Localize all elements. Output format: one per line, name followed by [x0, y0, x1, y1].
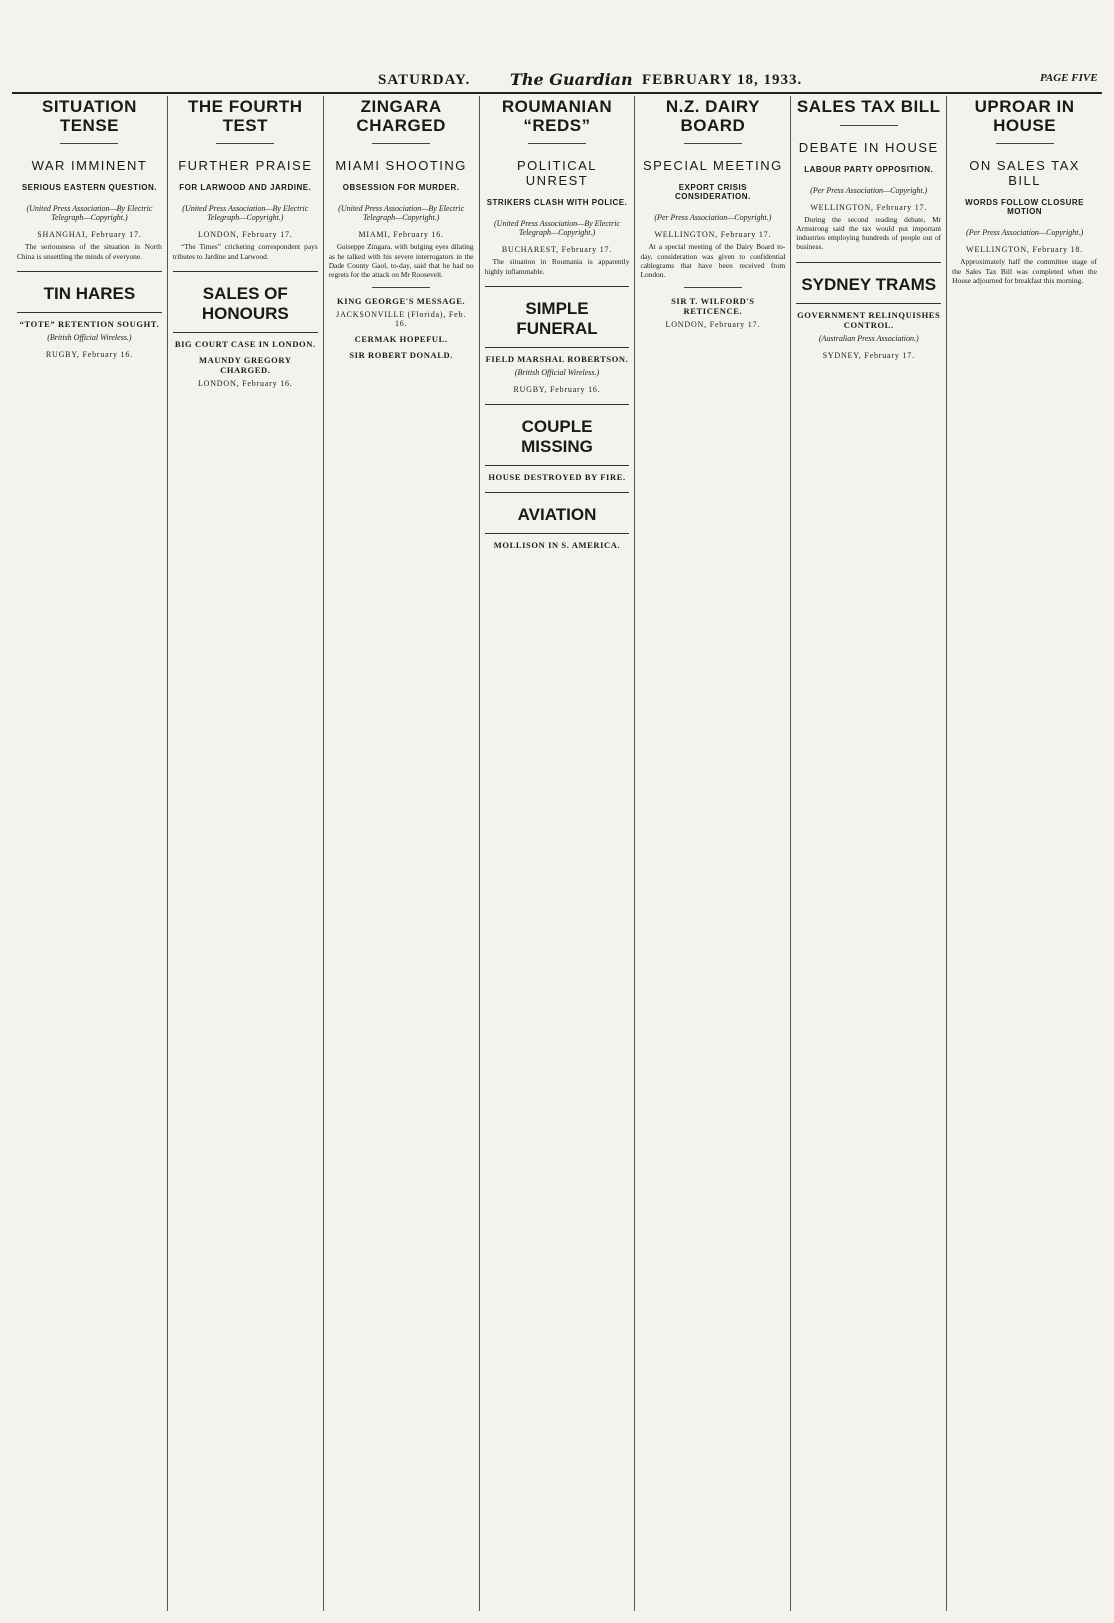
secondary-headline: TIN HARES: [43, 283, 136, 303]
article-body: [796, 215, 941, 252]
column-zingara-charged: [324, 96, 480, 1611]
quaternary-subhead: MOLLISON IN S. AMERICA.: [493, 539, 621, 550]
subhead: SPECIAL MEETING: [642, 158, 783, 174]
article-body: [640, 242, 785, 279]
secondary-dateline: RUGBY, February 16.: [513, 384, 601, 394]
column-sales-tax-bill: [791, 96, 947, 1611]
article-body: [329, 242, 474, 279]
masthead-page-number: PAGE FIVE: [1040, 72, 1098, 84]
sub-subhead: FOR LARWOOD AND JARDINE.: [179, 183, 312, 193]
subhead: ON SALES TAX BILL: [969, 158, 1080, 189]
section-rule: [796, 262, 941, 304]
sub-subhead: STRIKERS CLASH WITH POLICE.: [486, 198, 628, 208]
tertiary-subhead: HOUSE DESTROYED BY FIRE.: [488, 471, 626, 482]
divider: [216, 143, 274, 144]
tertiary-headline: COUPLE MISSING: [521, 416, 593, 456]
secondary-headline: SIR T. WILFORD'S RETICENCE.: [671, 296, 755, 317]
column-dairy-board: [635, 96, 791, 1611]
headline: N.Z. DAIRY BOARD: [665, 97, 760, 135]
dateline: WELLINGTON, February 17.: [810, 202, 928, 212]
sub-subhead: LABOUR PARTY OPPOSITION.: [804, 164, 934, 174]
masthead-date: FEBRUARY 18, 1933.: [642, 72, 803, 88]
headline: ROUMANIAN “REDS”: [501, 97, 613, 135]
secondary-dateline: JACKSONVILLE (Florida), Feb. 16.: [336, 310, 467, 329]
secondary-dateline: RUGBY, February 16.: [45, 349, 133, 359]
tertiary-headline: CERMAK HOPEFUL.: [354, 334, 448, 345]
divider: [372, 143, 430, 144]
headline: SITUATION TENSE: [42, 97, 137, 135]
column-situation-tense: [12, 96, 168, 1611]
sub-subhead: SERIOUS EASTERN QUESTION.: [21, 183, 158, 193]
article-intro: During the second reading debate, Mr Armstrong said the tax would put important industries employing hundreds of people out of business.: [796, 214, 942, 252]
dateline: SHANGHAI, February 17.: [37, 230, 142, 240]
article-body: [17, 242, 162, 260]
secondary-subhead: FIELD MARSHAL ROBERTSON.: [485, 353, 629, 364]
article-intro: Approximately half the committee stage of the Sales Tax Bill was completed when the House adjourned for breakfast this morning.: [952, 257, 1098, 285]
secondary-headline: KING GEORGE'S MESSAGE.: [337, 296, 466, 307]
secondary-credit: (British Official Wireless.): [47, 332, 132, 342]
divider: [528, 143, 586, 144]
subhead: WAR IMMINENT: [31, 158, 148, 174]
section-rule: [17, 271, 162, 313]
divider: [60, 143, 118, 144]
subhead: POLITICAL UNREST: [517, 158, 597, 189]
dateline: WELLINGTON, February 17.: [654, 230, 772, 240]
sub-subhead: EXPORT CRISIS CONSIDERATION.: [674, 183, 751, 202]
section-rule: [485, 286, 630, 348]
secondary-headline: SIMPLE FUNERAL: [516, 298, 598, 338]
article-intro: “The Times” cricketing correspondent pays tributes to Jardine and Larwood.: [172, 242, 318, 261]
wire-credit: (Per Press Association—Copyright.): [654, 213, 772, 223]
section-rule: [173, 271, 318, 333]
wire-credit: (United Press Association—By Electric Telegraph—Copyright.): [494, 219, 620, 238]
masthead-paper-name: The Guardian: [510, 70, 633, 89]
secondary-credit: MAUNDY GREGORY CHARGED.: [199, 354, 292, 375]
secondary-subhead: BIG COURT CASE IN LONDON.: [174, 338, 316, 349]
divider: [684, 143, 742, 144]
column-roumanian-reds: [480, 96, 636, 1611]
divider: [996, 143, 1054, 144]
wire-credit: (United Press Association—By Electric Telegraph—Copyright.): [182, 204, 309, 223]
wire-credit: (Per Press Association—Copyright.): [966, 228, 1084, 238]
secondary-dateline: LONDON, February 16.: [197, 378, 293, 388]
article-intro: The situation in Roumania is apparently highly inflammable.: [484, 257, 630, 276]
section-rule: [485, 404, 630, 466]
wire-credit: (United Press Association—By Electric Telegraph—Copyright.): [26, 204, 153, 223]
secondary-credit: (Australian Press Association.): [818, 333, 919, 343]
column-fourth-test: [168, 96, 324, 1611]
article-intro: Guiseppe Zingara, with bulging eyes dilating as he talked with his severe interrogators in the Dade County Gaol, to-day, said that he had no regrets for the attack on Mr Roosevelt.: [328, 242, 474, 279]
dateline: WELLINGTON, February 18.: [966, 245, 1083, 255]
article-body: [952, 257, 1097, 285]
article-intro: At a special meeting of the Dairy Board to-day, consideration was given to confidential cablegrams that have been received from London.: [640, 242, 786, 279]
divider: [684, 287, 742, 288]
dateline: LONDON, February 17.: [197, 230, 293, 240]
dateline: MIAMI, February 16.: [358, 230, 444, 240]
subhead: DEBATE IN HOUSE: [798, 139, 939, 155]
article-intro: The seriousness of the situation in North China is unsettling the minds of everyone.: [17, 242, 162, 261]
quaternary-headline: AVIATION: [517, 504, 597, 524]
headline: UPROAR IN HOUSE: [974, 97, 1075, 135]
masthead-day: SATURDAY.: [378, 72, 471, 88]
masthead-rule: [12, 92, 1102, 94]
article-body: [173, 242, 318, 260]
secondary-headline: SALES OF HONOURS: [201, 283, 289, 323]
wire-credit: (United Press Association—By Electric Telegraph—Copyright.): [338, 204, 465, 223]
secondary-subhead: GOVERNMENT RELINQUISHES CONTROL.: [797, 309, 941, 330]
dateline: BUCHAREST, February 17.: [501, 245, 613, 255]
columns: [12, 96, 1102, 1611]
headline: ZINGARA CHARGED: [356, 97, 446, 135]
sub-subhead: WORDS FOLLOW CLOSURE MOTION: [965, 198, 1085, 217]
wire-credit: (Per Press Association—Copyright.): [810, 185, 928, 195]
secondary-credit: (British Official Wireless.): [514, 367, 600, 377]
headline: THE FOURTH TEST: [188, 97, 303, 135]
secondary-dateline: SYDNEY, February 17.: [822, 350, 915, 360]
subhead: MIAMI SHOOTING: [335, 158, 467, 174]
divider: [840, 125, 898, 126]
subhead: FURTHER PRAISE: [178, 158, 313, 174]
secondary-subhead: “TOTE” RETENTION SOUGHT.: [19, 318, 160, 329]
divider: [372, 287, 430, 288]
quaternary-headline: SIR ROBERT DONALD.: [349, 350, 453, 361]
section-rule: [485, 492, 630, 534]
masthead: [0, 72, 1114, 94]
secondary-dateline: LONDON, February 17.: [665, 320, 761, 330]
secondary-headline: SYDNEY TRAMS: [801, 274, 937, 294]
column-uproar-in-house: [947, 96, 1102, 1611]
sub-subhead: OBSESSION FOR MURDER.: [342, 183, 460, 193]
headline: SALES TAX BILL: [796, 97, 941, 116]
article-body: [485, 257, 630, 275]
